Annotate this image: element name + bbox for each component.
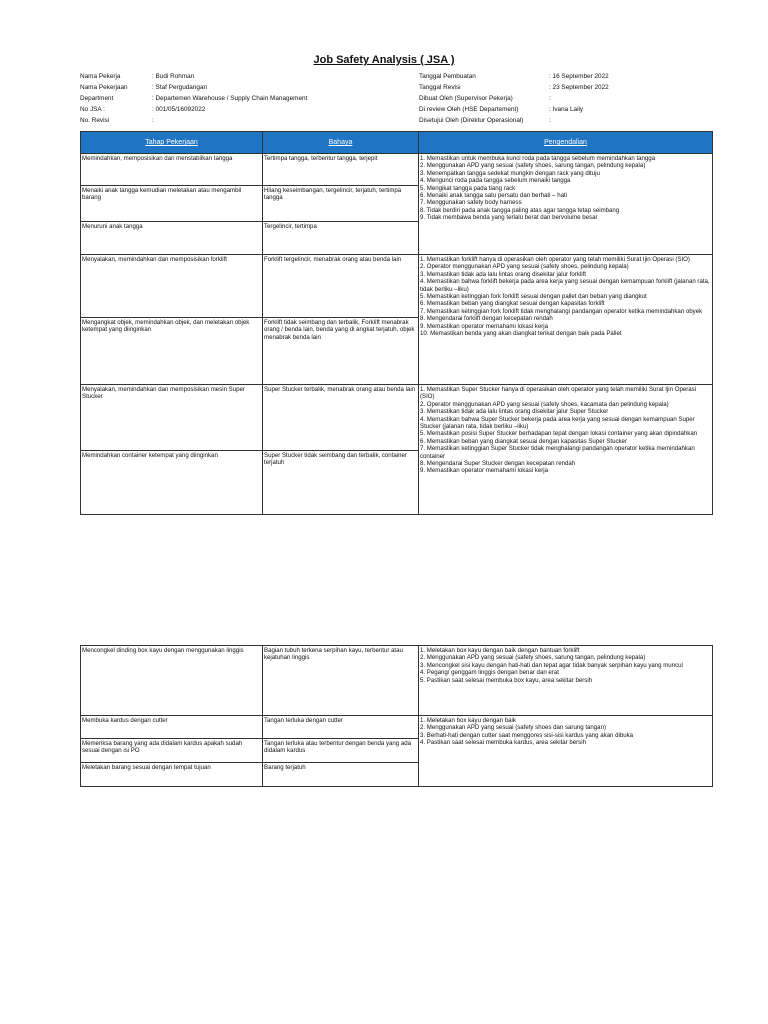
step-cell: Mengangkat objek, memindahkan objek, dan meletakan objek ketempat yang diinginkan bbox=[81, 318, 263, 385]
table-row bbox=[81, 716, 713, 739]
control-item: 2. Operator menggunakan APD yang sesuai (safety shoes, kacamata dan pelindung kepala) bbox=[420, 400, 669, 408]
control-item: 7. Memastikan ketinggian Super Stucker tidak menghalangi pandangan operator ketika memindahkan container bbox=[420, 445, 695, 460]
control-item: 6. Memastikan beban yang diangkat sesuai dengan kapasitas forklift bbox=[420, 300, 605, 308]
hazard-cell: Tertimpa tangga, terbentur tangga, terjepit bbox=[263, 154, 419, 186]
control-item: 9. Tidak membawa benda yang terlalu berat dan bervolume besar bbox=[420, 214, 598, 222]
meta-label: Di review Oleh (HSE Departement) bbox=[419, 106, 519, 113]
control-cell bbox=[419, 385, 713, 515]
meta-value: : 16 September 2022 bbox=[549, 73, 609, 80]
hazard-cell: Tangan terluka dengan cutter bbox=[263, 716, 419, 739]
control-item: 1. Memastikan Super Stucker hanya di operasikan oleh operator yang telah memiliki Surat Ijin Operasi (SIO) bbox=[420, 386, 697, 401]
meta-row-approved-by bbox=[419, 115, 709, 126]
control-item: 5. Mengikat tangga pada tiang rack bbox=[420, 184, 516, 192]
meta-value: : 001/05/16092022 bbox=[152, 106, 206, 113]
meta-row-job-name bbox=[80, 82, 410, 93]
control-item: 4. Memastikan bahwa forklift bekerja pada area kerja yang sesuai dengan kemampuan forklift (jalanan rata, tidak berliku –liku) bbox=[420, 278, 710, 293]
step-cell: Mencongkel dinding box kayu dengan menggunakan linggis bbox=[81, 646, 263, 716]
step-cell: Memindahkan container ketempat yang diinginkan bbox=[81, 451, 263, 515]
hazard-cell: Forklift tidak seimbang dan terbalik, Forklift menabrak orang / benda lain, benda yang di angkat terjatuh, objek menabrak benda lain bbox=[263, 318, 419, 385]
step-cell: Meletakan barang sesuai dengan tempat tujuan bbox=[81, 763, 263, 787]
table-header-row bbox=[81, 132, 713, 154]
control-item: 7. Memastikan ketinggian fork forklift tidak menghalangi pandangan operator ketika memindahkan obyek bbox=[420, 307, 703, 315]
meta-row-revision bbox=[80, 115, 410, 126]
hazard-cell: Super Stucker terbalik, menabrak orang atau benda lain bbox=[263, 385, 419, 451]
control-item: 10. Memastikan benda yang akan diangkat terikat dengan baik pada Pallet bbox=[420, 330, 622, 338]
control-item: 6. Memastikan beban yang diangkat sesuai dengan kapasitas Super Stucker bbox=[420, 437, 627, 445]
meta-label: Disetujui Oleh (Direktur Operasional) bbox=[419, 117, 524, 124]
meta-value: : Ivana Laily bbox=[549, 106, 584, 113]
jsa-table-main bbox=[80, 131, 713, 515]
control-item: 9. Memastikan operator memahami lokasi kerja bbox=[420, 467, 549, 475]
meta-row-jsa-number bbox=[80, 104, 410, 115]
control-cell bbox=[419, 154, 713, 255]
meta-label: Department bbox=[80, 95, 114, 102]
hazard-cell: Super Stucker tidak seimbang dan terbalik, container terjatuh bbox=[263, 451, 419, 515]
step-cell: Memindahkan, memposisikan dan menstabilkan tangga bbox=[81, 154, 263, 186]
control-cell bbox=[419, 716, 713, 787]
control-item: 1. Memastikan forklift hanya di operasikan oleh operator yang telah memiliki Surat Ijin Operasi (SIO) bbox=[420, 256, 690, 263]
table-row bbox=[81, 646, 713, 716]
meta-label: Nama Pekerjaan bbox=[80, 84, 128, 91]
meta-value: : Departemen Warehouse / Supply Chain Management bbox=[152, 95, 308, 102]
control-item: 4. Mengunci roda pada tangga sebelum menaiki tangga bbox=[420, 177, 571, 185]
meta-row-worker-name bbox=[80, 71, 410, 82]
control-item: 8. Mengendarai Super Stucker dengan kecepatan rendah bbox=[420, 460, 576, 468]
control-item: 1. Meletakan box kayu dengan baik dengan bantuan forklift bbox=[420, 647, 580, 654]
control-item: 3. Memastikan tidak ada lalu lintas orang disekitar jalur Super Stucker bbox=[420, 408, 609, 416]
control-item: 3. Berhati-hati dengan cutter saat menggores sisi-sisi kardus yang akan dibuka bbox=[420, 731, 634, 739]
meta-row-created-by bbox=[419, 93, 709, 104]
control-item: 5. Memastikan ketinggian fork forklift sesuai dengan pallet dan beban yang diangkut bbox=[420, 293, 647, 301]
hazard-cell: Forklift tergelincir, menabrak orang atau benda lain bbox=[263, 255, 419, 318]
header-hazard: Bahaya bbox=[263, 132, 419, 154]
control-item: 5. Pastikan saat selesai membuka box kayu, area sekitar bersih bbox=[420, 676, 593, 684]
control-item: 2. Menggunakan APD yang sesuai (safety shoes, sarung tangan, pelindung kepala) bbox=[420, 654, 646, 662]
control-item: 5. Memastikan posisi Super Stucker berhadapan tepat dengan lokasi container yang akan dipindahkan bbox=[420, 430, 698, 438]
control-item: 3. Menempatkan tangga sedekat mungkin dengan rack yang dituju bbox=[420, 169, 600, 177]
jsa-table-continued bbox=[80, 645, 713, 787]
control-item: 2. Menggunakan APD yang sesuai (safety shoes dan sarung tangan) bbox=[420, 724, 606, 732]
step-cell: Menyalakan, memindahkan dan memposisikan forklift bbox=[81, 255, 263, 318]
meta-label: Dibuat Oleh (Supervisor Pekerja) bbox=[419, 95, 513, 102]
header-control: Pengendalian bbox=[419, 132, 713, 154]
control-cell bbox=[419, 646, 713, 716]
meta-right bbox=[419, 71, 709, 126]
meta-value: : Staf Pergudangan bbox=[152, 84, 208, 91]
control-item: 2. Operator menggunakan APD yang sesuai (safety shoes, pelindung kepala) bbox=[420, 263, 629, 271]
control-cell bbox=[419, 255, 713, 385]
control-item: 2. Menggunakan APD yang sesuai (safety shoes, sarung tangan, pelindung kepala) bbox=[420, 162, 646, 170]
meta-value: : bbox=[549, 117, 551, 124]
meta-label: No. Revisi bbox=[80, 117, 110, 124]
table-row bbox=[81, 385, 713, 451]
meta-row-created-date bbox=[419, 71, 709, 82]
meta-label: No JSA : bbox=[80, 106, 105, 113]
control-item: 3. Mencongkel sisi kayu dengan hati-hati dan tepat agar tidak banyak serpihan kayu yang muncul bbox=[420, 661, 683, 669]
meta-label: Tanggal Pembuatan bbox=[419, 73, 476, 80]
step-cell: Menaiki anak tangga kemudian meletakan atau mengambil barang bbox=[81, 186, 263, 222]
control-item: 4. Pastikan saat selesai membuka kardus, area sekitar bersih bbox=[420, 739, 586, 747]
meta-value: : Budi Rohman bbox=[152, 73, 195, 80]
control-item: 1. Meletakan box kayu dengan baik bbox=[420, 717, 516, 724]
hazard-cell: Tangan terluka atau terbentur dengan benda yang ada didalam kardus bbox=[263, 739, 419, 763]
meta-row-reviewed-by bbox=[419, 104, 709, 115]
control-item: 1. Memastikan untuk membuka kunci roda pada tangga sebelum memindahkan tangga bbox=[420, 155, 656, 162]
hazard-cell: Hilang keseimbangan, tergelincir, terjatuh, tertimpa tangga bbox=[263, 186, 419, 222]
meta-left bbox=[80, 71, 410, 126]
control-item: 8. Mengendarai forklift dengan kecepatan rendah bbox=[420, 315, 553, 323]
meta-label: Nama Pekerja bbox=[80, 73, 121, 80]
control-item: 4. Pegang/ genggam linggis dengan benar dan erat bbox=[420, 669, 559, 677]
meta-value: : bbox=[549, 95, 551, 102]
meta-value: : 23 September 2022 bbox=[549, 84, 609, 91]
step-cell: Membuka kardus dengan cutter bbox=[81, 716, 263, 739]
control-item: 9. Memastikan operator memahami lokasi kerja bbox=[420, 322, 549, 330]
step-cell: Menuruni anak tangga bbox=[81, 222, 263, 255]
document-title: Job Safety Analysis ( JSA ) bbox=[313, 54, 455, 66]
control-item: 6. Menaiki anak tangga satu persatu dan berhati – hati bbox=[420, 192, 568, 200]
meta-label: Tanggal Revisi bbox=[419, 84, 461, 91]
hazard-cell: Tergelincir, tertimpa bbox=[263, 222, 419, 255]
meta-row-department bbox=[80, 93, 410, 104]
step-cell: Memeriksa barang yang ada didalam kardus apakah sudah sesuai dengan isi PO bbox=[81, 739, 263, 763]
step-cell: Menyalakan, memindahkan dan memposisikan mesin Super Stucker bbox=[81, 385, 263, 451]
control-item: 7. Menggunakan safety body harness bbox=[420, 199, 522, 207]
hazard-cell: Bagian tubuh terkena serpihan kayu, terbentur atau kejatuhan linggis bbox=[263, 646, 419, 716]
hazard-cell: Barang terjatuh bbox=[263, 763, 419, 787]
header-step: Tahap Pekerjaan bbox=[81, 132, 263, 154]
meta-row-revision-date bbox=[419, 82, 709, 93]
meta-value: : bbox=[152, 117, 154, 124]
table-row bbox=[81, 255, 713, 318]
control-item: 8. Tidak berdiri pada anak tangga paling atas agar tangga tetap seimbang bbox=[420, 206, 620, 214]
control-item: 4. Memastikan bahwa Super Stucker bekerja pada area kerja yang sesuai dengan kemampuan Super Stucker (jalanan rata, tidak berliku –liku) bbox=[420, 415, 695, 431]
control-item: 3. Memastikan tidak ada lalu lintas orang disekitar jalur forklift bbox=[420, 270, 586, 278]
table-row bbox=[81, 154, 713, 186]
